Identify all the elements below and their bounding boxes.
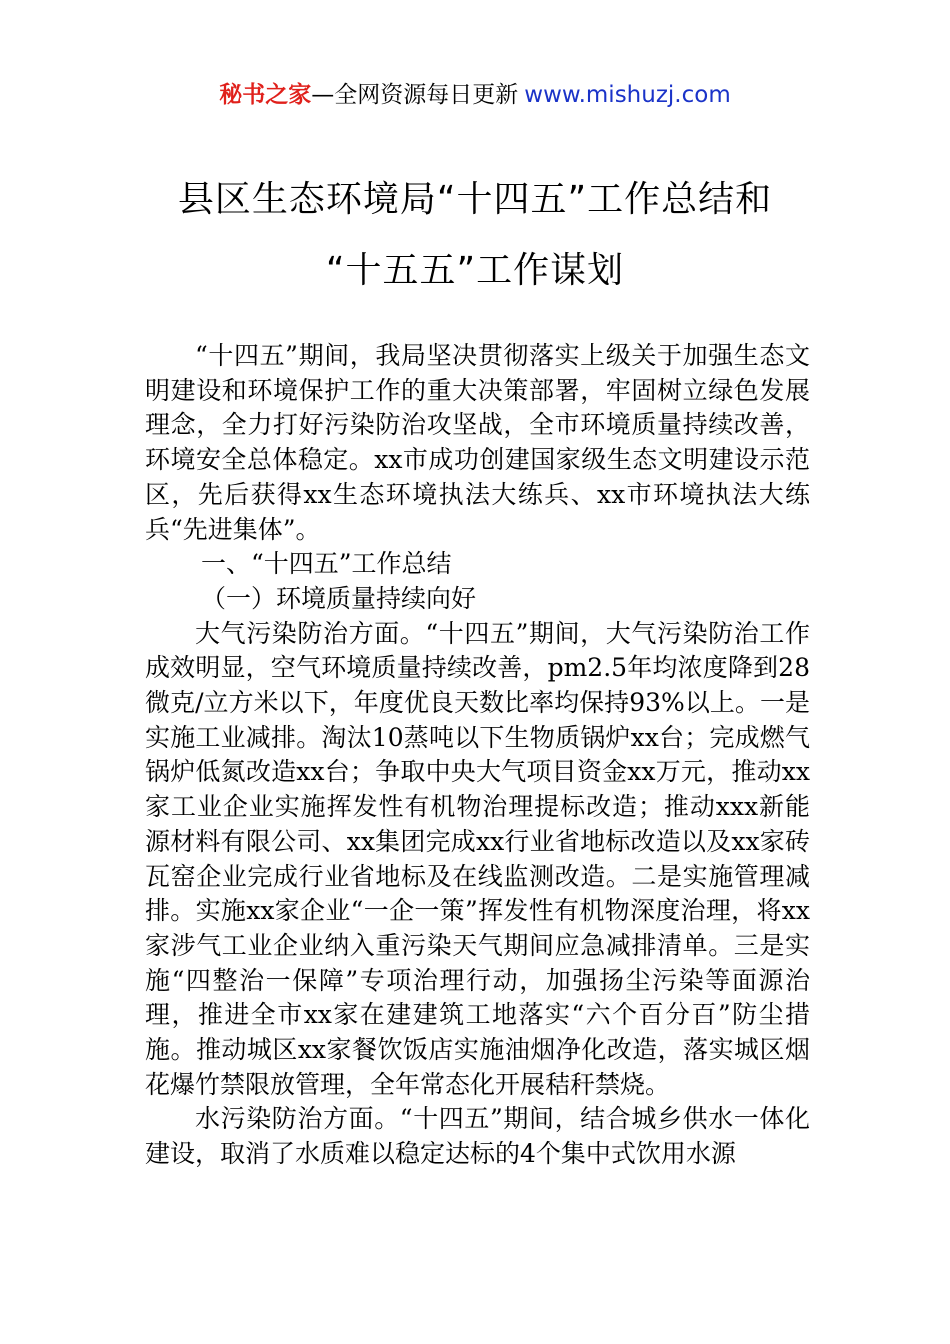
- subsection-heading: （一）环境质量持续向好: [201, 583, 477, 613]
- site-url-link[interactable]: www.mishuzj.com: [524, 82, 731, 108]
- air-pollution-paragraph: 大气污染防治方面。“十四五”期间，大气污染防治工作成效明显，空气环境质量持续改善，pm2.5年均浓度降到28微克/立方米以下，年度优良天数比率均保持93%以上。一是实施工业减排。淘汰10蒸吨以下生物质锅炉xx台；完成燃气锅炉低氮改造xx台；争取中央大气项目资金xx万元，推动xx家工业企业实施挥发性有机物治理提标改造；推动xxx新能源材料有限公司、xx集团完成xx行业省地标改造以及xx家砖瓦窑企业完成行业省地标及在线监测改造。二是实施管理减排。实施xx家企业“一企一策”挥发性有机物深度治理，将xx家涉气工业企业纳入重污染天气期间应急减排清单。三是实施“四整治一保障”专项治理行动，加强扬尘污染等面源治理，推进全市xx家在建建筑工地落实“六个百分百”防尘措施。推动城区xx家餐饮饭店实施油烟净化改造，落实城区烟花爆竹禁限放管理，全年常态化开展秸秆禁烧。: [145, 618, 810, 1099]
- section-heading: 一、“十四五”工作总结: [201, 549, 452, 579]
- document-title-line-1: 县区生态环境局“十四五”工作总结和: [177, 179, 773, 220]
- site-tagline: —全网资源每日更新: [311, 82, 519, 108]
- water-pollution-paragraph: 水污染防治方面。“十四五”期间，结合城乡供水一体化建设，取消了水质难以稳定达标的4个集中式饮用水源: [145, 1104, 810, 1169]
- site-brand: 秘书之家: [219, 82, 312, 108]
- document-body: [145, 339, 810, 1172]
- intro-paragraph: “十四五”期间，我局坚决贯彻落实上级关于加强生态文明建设和环境保护工作的重大决策部署，牢固树立绿色发展理念，全力打好污染防治攻坚战，全市环境质量持续改善，环境安全总体稳定。xx市成功创建国家级生态文明建设示范区，先后获得xx生态环境执法大练兵、xx市环境执法大练兵“先进集体”。: [145, 341, 810, 544]
- site-header: [0, 78, 950, 112]
- document-title-line-2: “十五五”工作谋划: [325, 250, 625, 291]
